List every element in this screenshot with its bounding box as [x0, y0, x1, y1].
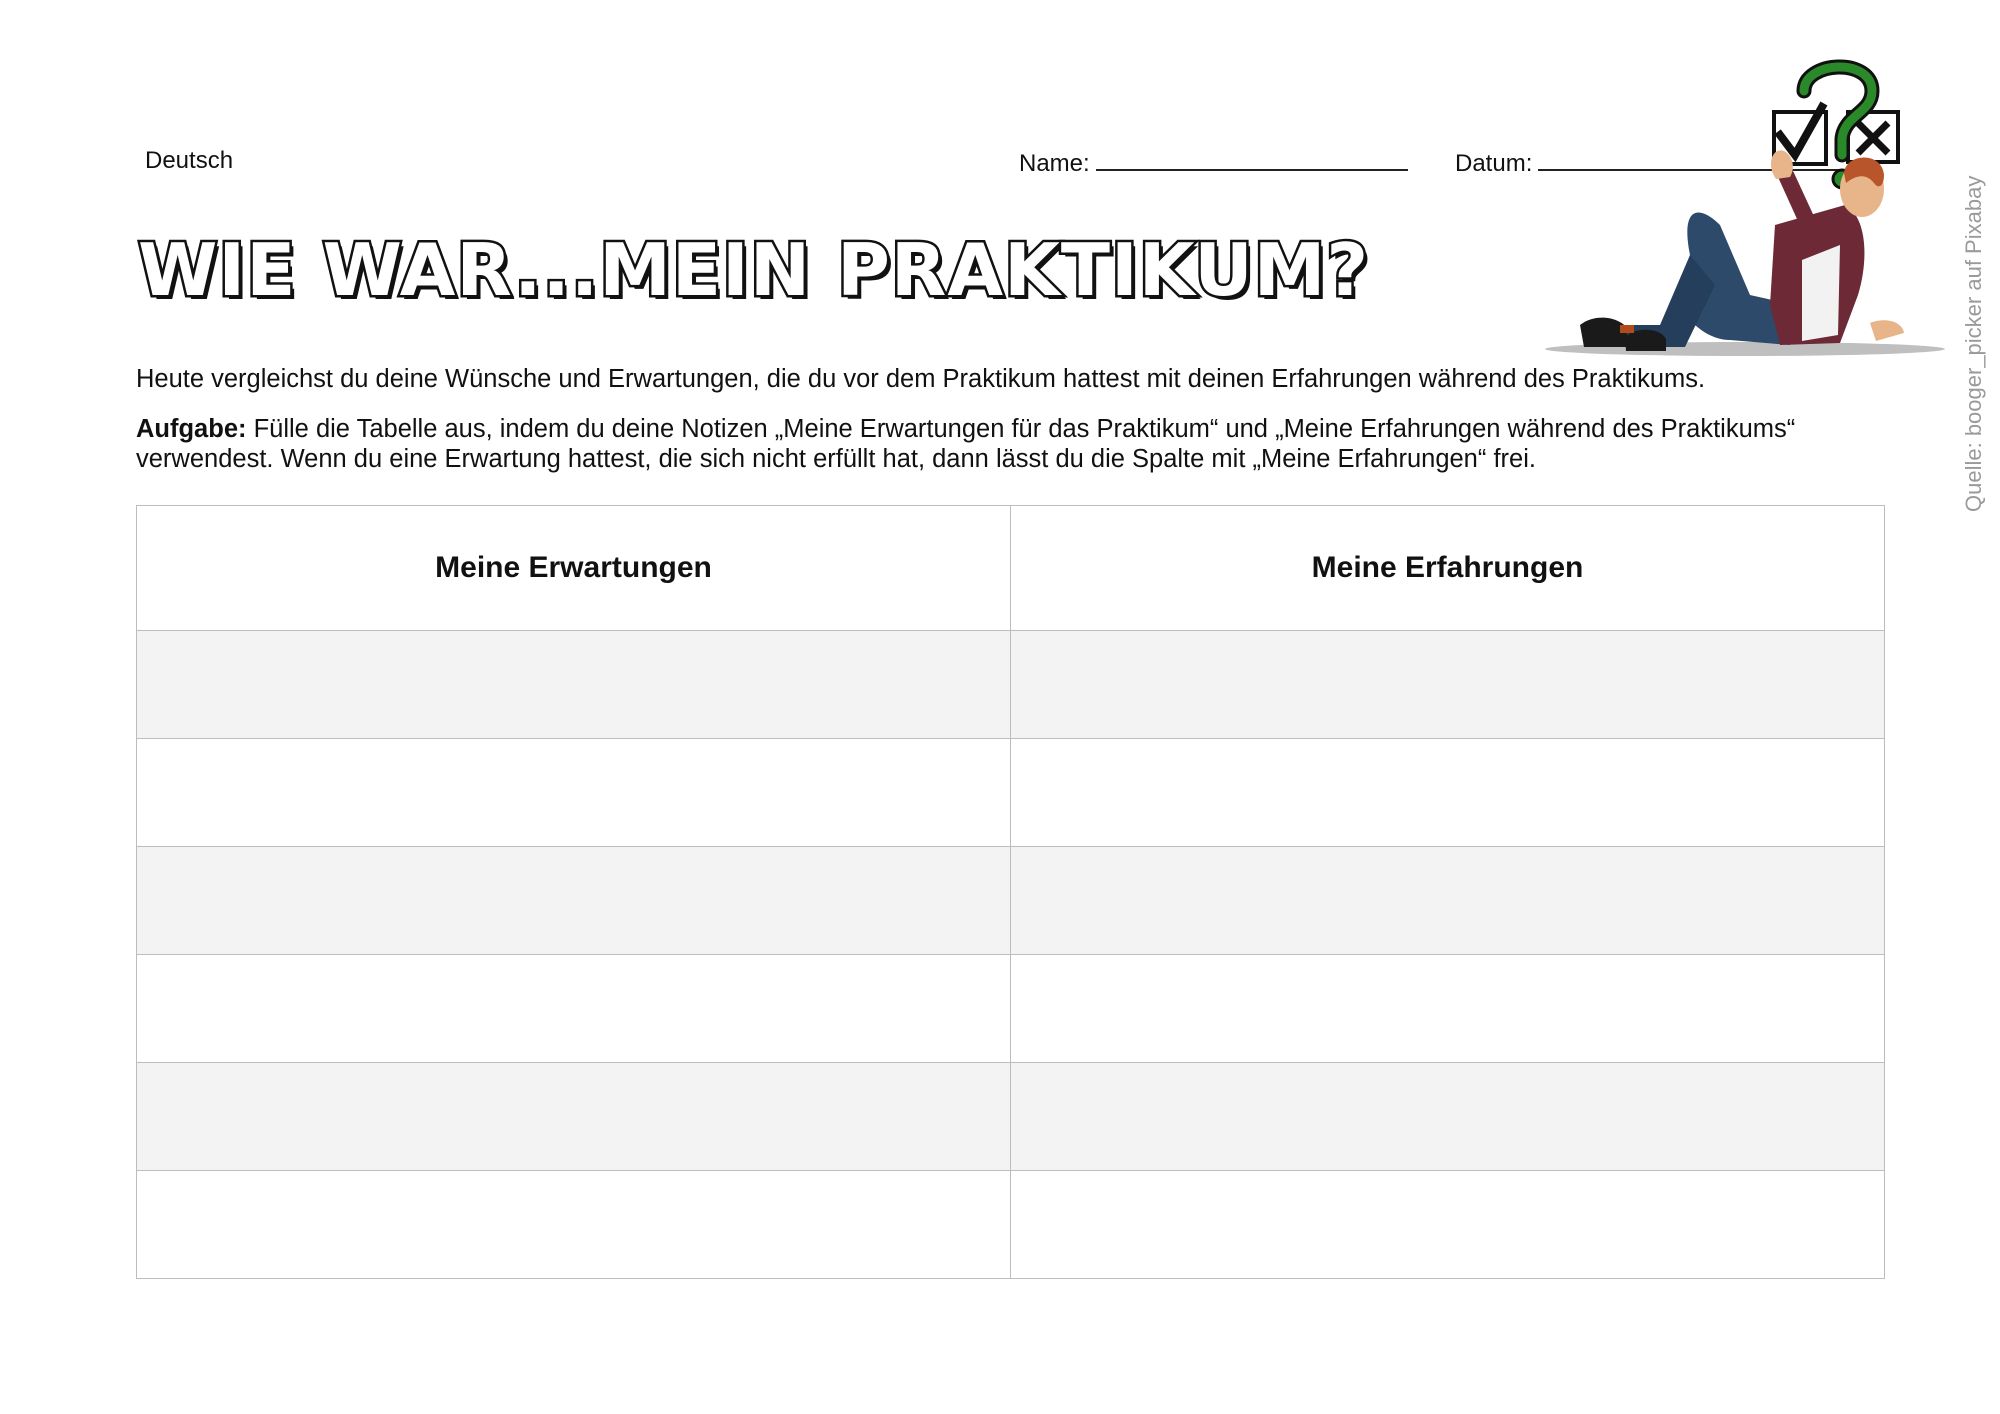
- table-row: [137, 631, 1885, 739]
- expectation-cell[interactable]: [137, 739, 1011, 847]
- expectation-cell[interactable]: [137, 1171, 1011, 1279]
- date-label: Datum:: [1455, 150, 1533, 177]
- table-row: [137, 847, 1885, 955]
- reclining-man-figure: [1580, 150, 1904, 351]
- expectation-cell[interactable]: [137, 847, 1011, 955]
- experience-cell[interactable]: [1011, 847, 1885, 955]
- experience-cell[interactable]: [1011, 955, 1885, 1063]
- table-header-row: [137, 506, 1885, 631]
- task-instructions: [136, 414, 1896, 474]
- thinking-person-illustration: [1540, 55, 1950, 360]
- expectation-cell[interactable]: [137, 631, 1011, 739]
- experience-cell[interactable]: [1011, 1171, 1885, 1279]
- experience-cell[interactable]: [1011, 631, 1885, 739]
- expectation-cell[interactable]: [137, 1063, 1011, 1171]
- table-row: [137, 1171, 1885, 1279]
- intro-text: Heute vergleichst du deine Wünsche und Erwartungen, die du vor dem Praktikum hattest mit deinen Erfahrungen während des Praktikums.: [136, 365, 1706, 393]
- name-blank-line[interactable]: [1096, 147, 1408, 171]
- subject-label: Deutsch: [145, 147, 234, 174]
- page-title: WIE WAR...MEIN PRAKTIKUM?: [138, 228, 1370, 312]
- task-text: Fülle die Tabelle aus, indem du deine Notizen „Meine Erwartungen für das Praktikum“ und „Meine Erfahrungen während des Praktikums“ verwendest. Wenn du eine Erwartung hattest, die sich nicht erfüllt hat, dann lässt du die Spalte mit „Meine Erfahrungen“ frei.: [136, 415, 1796, 473]
- experience-cell[interactable]: [1011, 739, 1885, 847]
- expectation-cell[interactable]: [137, 955, 1011, 1063]
- comparison-table: [136, 505, 1885, 1279]
- column-header-experiences: Meine Erfahrungen: [1011, 506, 1885, 631]
- table-row: [137, 1063, 1885, 1171]
- name-label: Name:: [1019, 150, 1090, 177]
- image-credit: Quelle: booger_picker auf Pixabay: [1961, 175, 1986, 512]
- column-header-expectations: Meine Erwartungen: [137, 506, 1011, 631]
- task-label: Aufgabe:: [136, 415, 247, 443]
- name-field: [1019, 147, 1408, 178]
- experience-cell[interactable]: [1011, 1063, 1885, 1171]
- table-row: [137, 739, 1885, 847]
- table-row: [137, 955, 1885, 1063]
